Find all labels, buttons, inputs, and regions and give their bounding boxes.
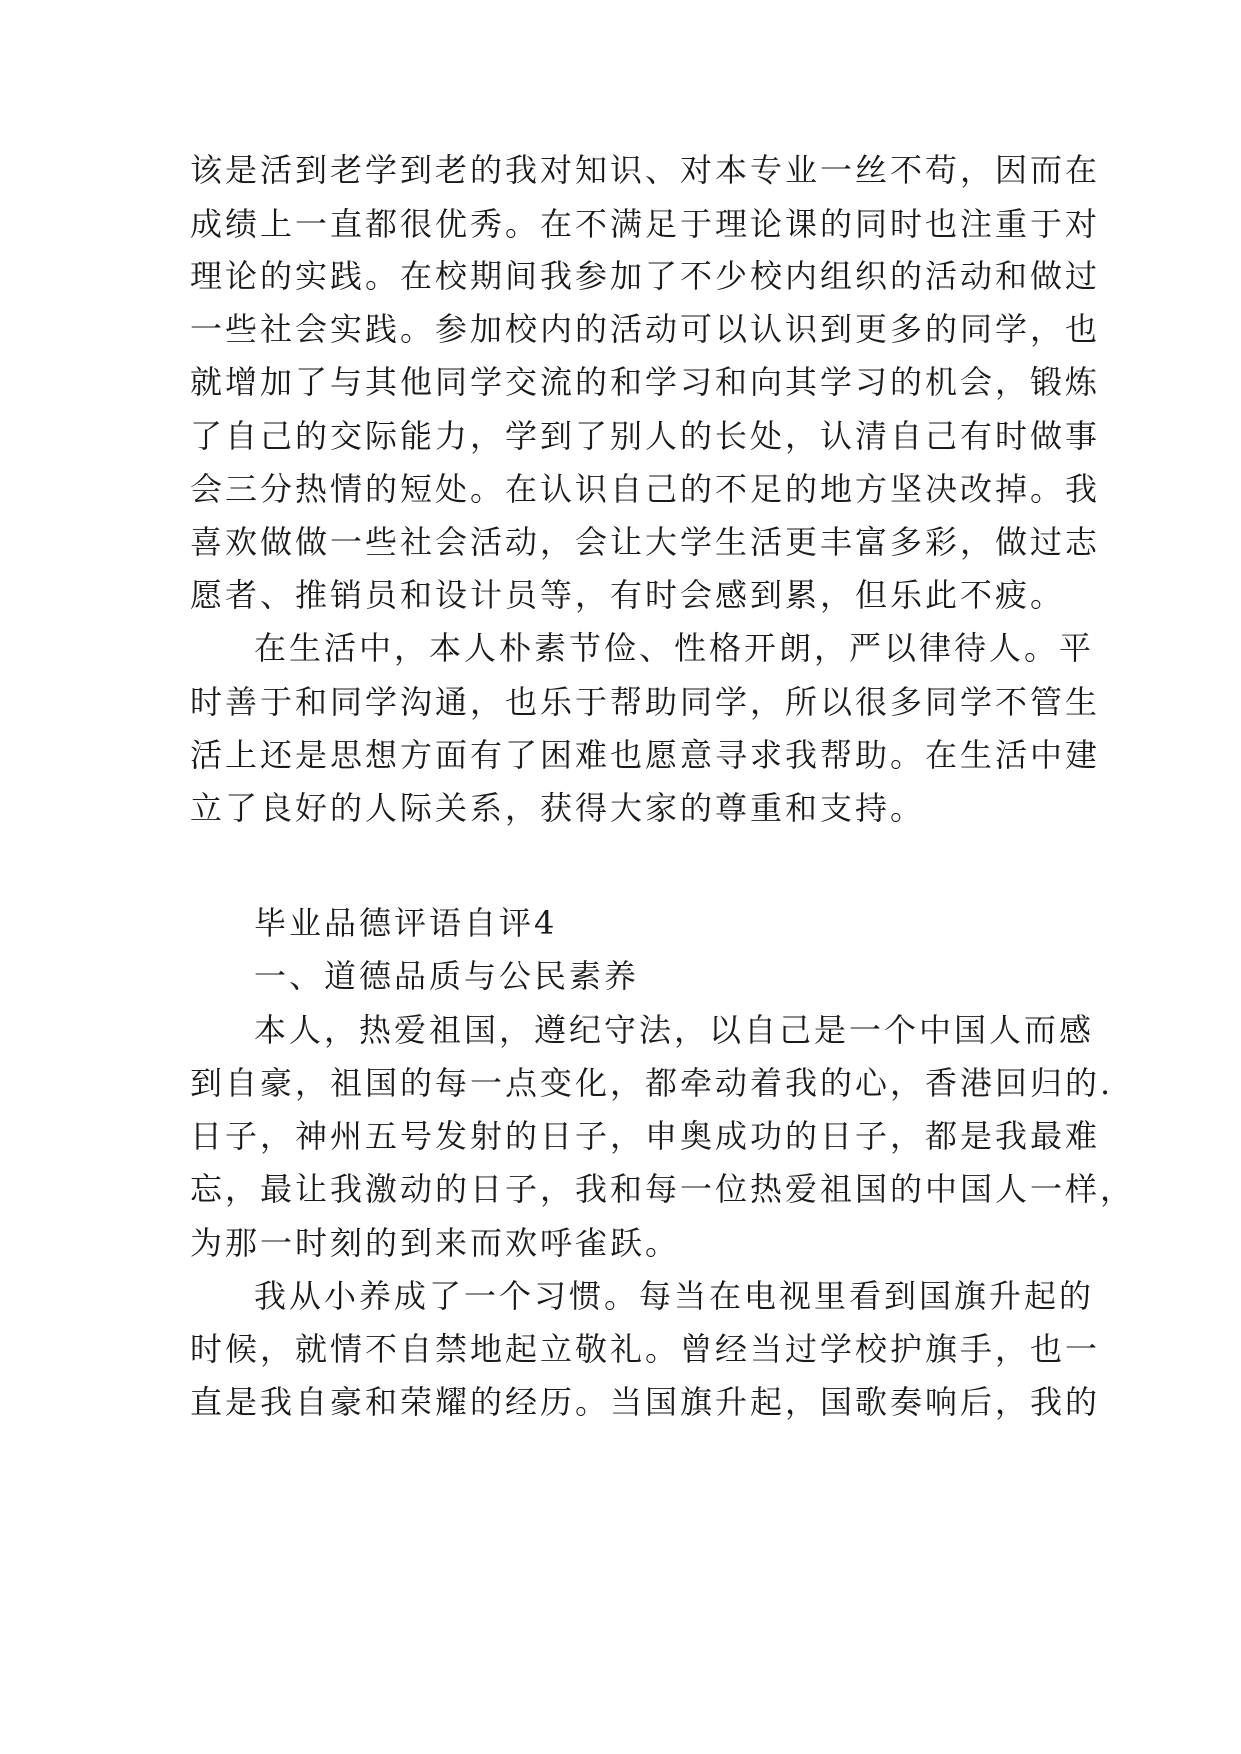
text-line: 直是我自豪和荣耀的经历。当国旗升起，国歌奏响后，我的 (190, 1383, 1101, 1421)
text-line: 成绩上一直都很优秀。在不满足于理论课的同时也注重于对 (190, 205, 1101, 243)
subsection-title: 一、道德品质与公民素养 (254, 957, 640, 995)
text-line: 忘，最让我激动的日子，我和每一位热爱祖国的中国人一样， (190, 1170, 1136, 1208)
text-line: 喜欢做做一些社会活动，会让大学生活更丰富多彩，做过志 (190, 523, 1101, 561)
text-line: 日子，神州五号发射的日子，申奥成功的日子，都是我最难 (190, 1117, 1101, 1155)
text-line: 活上还是思想方面有了困难也愿意寻求我帮助。在生活中建 (190, 736, 1101, 774)
text-line: 一些社会实践。参加校内的活动可以认识到更多的同学，也 (190, 310, 1101, 348)
text-line: 会三分热情的短处。在认识自己的不足的地方坚决改掉。我 (190, 470, 1101, 508)
text-line: 了自己的交际能力，学到了别人的长处，认清自己有时做事 (190, 417, 1101, 455)
text-line: 立了良好的人际关系，获得大家的尊重和支持。 (190, 789, 926, 827)
text-line: 为那一时刻的到来而欢呼雀跃。 (190, 1224, 681, 1262)
section-title: 毕业品德评语自评4 (254, 904, 558, 942)
text-line: 时候，就情不自禁地起立敬礼。曾经当过学校护旗手，也一 (190, 1330, 1101, 1368)
text-line: 愿者、推销员和设计员等，有时会感到累，但乐此不疲。 (190, 576, 1066, 614)
paragraph-first-line: 我从小养成了一个习惯。每当在电视里看到国旗升起的 (254, 1277, 1095, 1315)
paragraph-first-line: 在生活中，本人朴素节俭、性格开朗，严以律待人。平 (254, 629, 1095, 667)
text-line: 时善于和同学沟通，也乐于帮助同学，所以很多同学不管生 (190, 683, 1101, 721)
text-line: 该是活到老学到老的我对知识、对本专业一丝不苟，因而在 (190, 151, 1101, 189)
text-line: 到自豪，祖国的每一点变化，都牵动着我的心，香港回归的. (190, 1064, 1114, 1102)
text-line: 理论的实践。在校期间我参加了不少校内组织的活动和做过 (190, 257, 1101, 295)
text-line: 就增加了与其他同学交流的和学习和向其学习的机会，锻炼 (190, 363, 1101, 401)
paragraph-first-line: 本人，热爱祖国，遵纪守法，以自己是一个中国人而感 (254, 1011, 1095, 1049)
